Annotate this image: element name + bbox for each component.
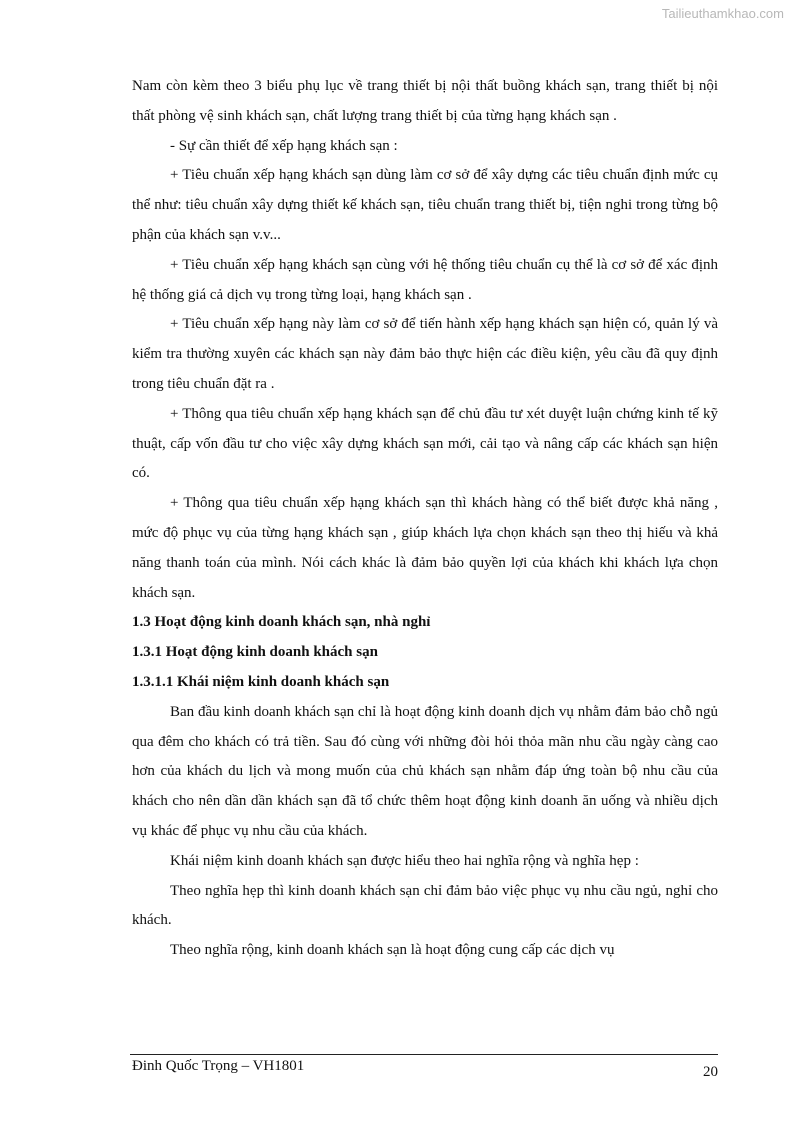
paragraph: + Tiêu chuẩn xếp hạng khách sạn dùng làm cơ sở để xây dựng các tiêu chuẩn định mức cụ thể như: tiêu chuẩn xây dựng thiết kế khách sạn, tiêu chuẩn trang thiết bị, tiện nghi trong từng bộ phận của khách sạn v.v... [132, 167, 718, 243]
page-number: 20 [703, 1064, 718, 1080]
footer-author: Đinh Quốc Trọng – VH1801 [132, 1058, 305, 1074]
paragraph: Ban đầu kinh doanh khách sạn chỉ là hoạt động kinh doanh dịch vụ nhằm đảm bảo chỗ ngủ qua đêm cho khách có trả tiền. Sau đó cùng với những đòi hỏi thỏa mãn nhu cầu ngày càng cao hơn của khách du lịch và mong muốn của chủ khách sạn nhằm đáp ứng toàn bộ nhu cầu của khách cho nên dần dần khách sạn đã tổ chức thêm hoạt động kinh doanh ăn uống và nhiều dịch vụ khác để phục vụ nhu cầu của khách. [132, 703, 718, 839]
watermark-text: Tailieuthamkhao.com [661, 6, 784, 21]
paragraph: + Tiêu chuẩn xếp hạng khách sạn cùng với hệ thống tiêu chuẩn cụ thể là cơ sở để xác định hệ thống giá cả dịch vụ trong từng loại, hạng khách sạn . [132, 256, 718, 303]
paragraph: Nam còn kèm theo 3 biểu phụ lục về trang thiết bị nội thất buồng khách sạn, trang thiết bị nội thất phòng vệ sinh khách sạn, chất lượng trang thiết bị của từng hạng khách sạn . [132, 78, 718, 124]
page-content [132, 72, 718, 966]
paragraph: Theo nghĩa hẹp thì kinh doanh khách sạn chỉ đảm bảo việc phục vụ nhu cầu ngủ, nghỉ cho khách. [132, 882, 718, 929]
subsection-heading: 1.3.1 Hoạt động kinh doanh khách sạn [132, 644, 378, 661]
paragraph: + Thông qua tiêu chuẩn xếp hạng khách sạn thì khách hàng có thể biết được khả năng , mức độ phục vụ của từng hạng khách sạn , giúp khách lựa chọn khách sạn theo thị hiếu và khả năng thanh toán của mình. Nói cách khác là đảm bảo quyền lợi của khách khi khách lựa chọn khách sạn. [132, 495, 718, 601]
paragraph: Theo nghĩa rộng, kinh doanh khách sạn là hoạt động cung cấp các dịch vụ [170, 942, 615, 959]
subsubsection-heading: 1.3.1.1 Khái niệm kinh doanh khách sạn [132, 673, 390, 690]
paragraph: - Sự cần thiết để xếp hạng khách sạn : [170, 137, 398, 154]
paragraph: + Thông qua tiêu chuẩn xếp hạng khách sạn để chủ đầu tư xét duyệt luận chứng kinh tế kỹ thuật, cấp vốn đầu tư cho việc xây dựng khách sạn mới, cải tạo và nâng cấp các khách sạn hiện có. [132, 405, 718, 482]
paragraph: + Tiêu chuẩn xếp hạng này làm cơ sở để tiến hành xếp hạng khách sạn hiện có, quản lý và kiểm tra thường xuyên các khách sạn này đảm bảo thực hiện các điều kiện, yêu cầu đã quy định trong tiêu chuẩn đặt ra . [132, 316, 718, 392]
paragraph: Khái niệm kinh doanh khách sạn được hiểu theo hai nghĩa rộng và nghĩa hẹp : [170, 852, 639, 869]
section-heading: 1.3 Hoạt động kinh doanh khách sạn, nhà nghỉ [132, 614, 431, 631]
footer-divider [130, 1054, 718, 1055]
